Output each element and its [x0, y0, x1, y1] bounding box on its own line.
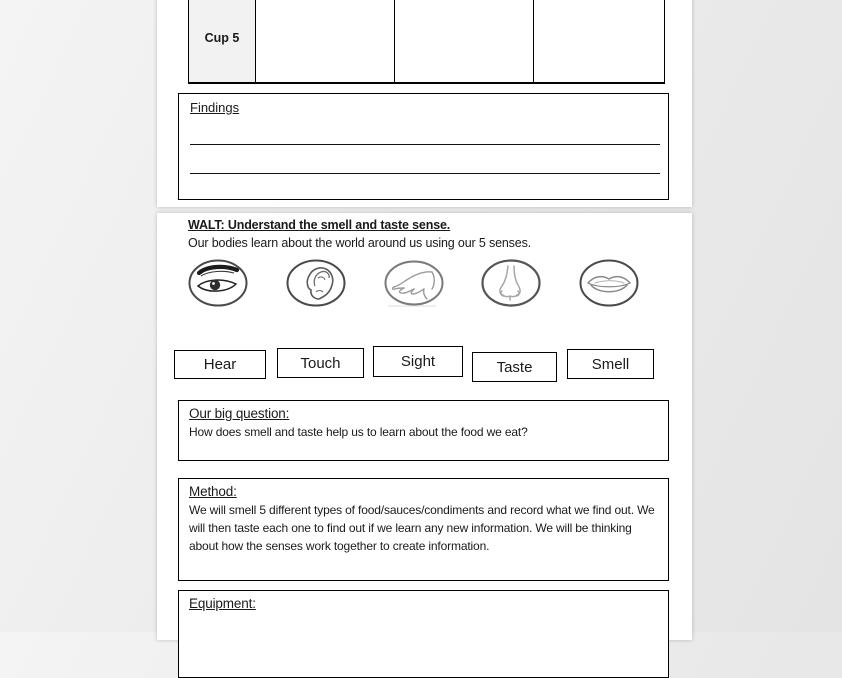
table-cell-empty [395, 0, 535, 82]
answer-line [190, 173, 660, 174]
big-question-text: How does smell and taste help us to learn about the food we eat? [189, 425, 528, 439]
mouth-icon [578, 258, 640, 308]
hand-icon [383, 258, 445, 308]
sense-box-smell: Smell [567, 349, 654, 379]
equipment-title: Equipment: [189, 596, 256, 611]
walt-heading: WALT: Understand the smell and taste sense. [188, 218, 451, 232]
intro-text: Our bodies learn about the world around us using our 5 senses. [188, 236, 532, 250]
table-row-header-cup5: Cup 5 [189, 0, 256, 82]
sense-box-sight: Sight [373, 346, 463, 377]
sense-box-touch: Touch [277, 348, 364, 378]
sense-box-hear: Hear [174, 350, 266, 379]
ear-icon [285, 258, 347, 308]
sense-box-taste: Taste [472, 352, 557, 382]
method-text: We will smell 5 different types of food/sauces/condiments and record what we find out. We will then taste each one to find out if we learn any new information. We will be thinking about how the senses work together to create information. [189, 503, 655, 553]
findings-title: Findings [190, 100, 240, 115]
big-question-box [178, 400, 669, 461]
cup-results-table-row [188, 0, 665, 84]
equipment-box [178, 590, 669, 678]
big-question-title: Our big question: [189, 406, 290, 421]
method-title: Method: [189, 484, 237, 499]
table-cell-empty [534, 0, 665, 82]
findings-box [178, 93, 669, 200]
document-page-1 [157, 0, 692, 207]
method-box [178, 478, 669, 581]
table-cell-empty [256, 0, 395, 82]
answer-line [190, 144, 660, 145]
nose-icon [480, 258, 542, 308]
document-page-2 [157, 213, 692, 640]
eye-icon [187, 258, 249, 308]
